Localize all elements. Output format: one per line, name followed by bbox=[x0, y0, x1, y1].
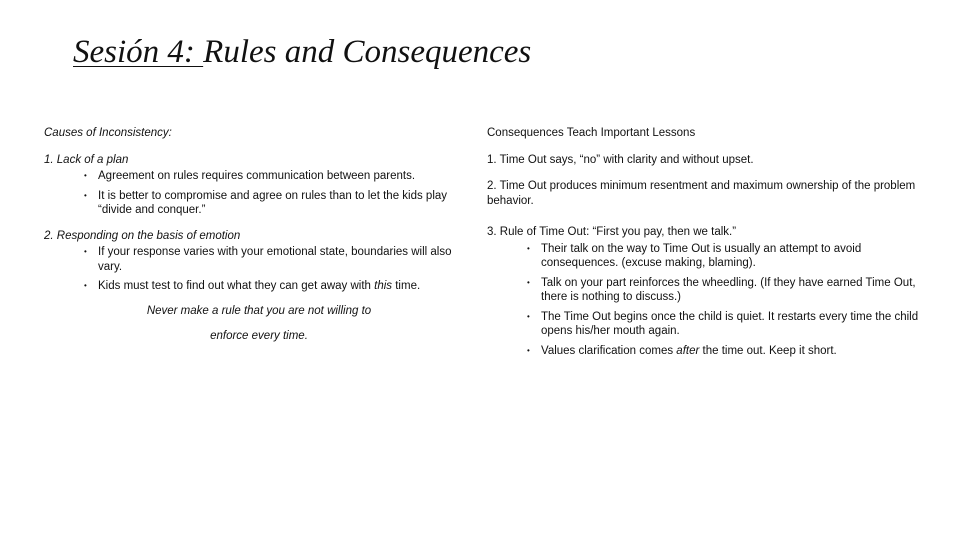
list-item: • If your response varies with your emotional state, boundaries will also vary. bbox=[44, 245, 474, 274]
list-item: • The Time Out begins once the child is quiet. It restarts every time the child opens his/her mouth again. bbox=[487, 310, 927, 339]
slide-title bbox=[73, 30, 531, 74]
causes-heading: Causes of Inconsistency: bbox=[44, 127, 172, 139]
slide-title-session: Sesión 4: bbox=[73, 34, 204, 70]
list-item bbox=[487, 344, 927, 359]
consequence-point-3: 3. Rule of Time Out: “First you pay, then we talk.” bbox=[487, 226, 737, 238]
cause-1-label: 1. Lack of a plan bbox=[44, 153, 129, 166]
list-item-text: Values clarification comes bbox=[541, 344, 677, 357]
list-item-emphasis: after bbox=[676, 344, 700, 357]
consequence-point-2: 2. Time Out produces minimum resentment and maximum ownership of the problem behavior. bbox=[487, 180, 916, 207]
list-item: • Agreement on rules requires communication between parents. bbox=[44, 169, 474, 184]
rule-note-line-1: Never make a rule that you are not willing to bbox=[146, 304, 372, 317]
consequence-point-3-list bbox=[487, 242, 927, 359]
cause-2-list bbox=[44, 245, 474, 294]
list-item: • Talk on your part reinforces the wheedling. (If they have earned Time Out, there is nothing to discuss.) bbox=[487, 276, 927, 305]
rule-note-line-2: enforce every time. bbox=[210, 330, 308, 342]
consequence-point-1: 1. Time Out says, “no” with clarity and without upset. bbox=[487, 153, 754, 166]
cause-2-label: 2. Responding on the basis of emotion bbox=[44, 229, 241, 242]
slide-title-topic: Rules and Consequences bbox=[203, 34, 532, 70]
list-item bbox=[44, 279, 474, 294]
cause-1-list bbox=[44, 169, 474, 218]
list-item-text: Kids must test to find out what they can get away with bbox=[98, 280, 375, 292]
list-item-text: time. bbox=[392, 280, 421, 292]
list-item: • Their talk on the way to Time Out is usually an attempt to avoid consequences. (excuse making, blaming). bbox=[487, 242, 927, 271]
consequences-column bbox=[487, 126, 927, 363]
list-item: • It is better to compromise and agree on rules than to let the kids play “divide and conquer.” bbox=[44, 189, 474, 218]
list-item-emphasis: this bbox=[374, 280, 393, 292]
list-item-text: the time out. Keep it short. bbox=[699, 344, 837, 357]
causes-column bbox=[44, 126, 474, 344]
consequences-heading: Consequences Teach Important Lessons bbox=[487, 127, 696, 139]
